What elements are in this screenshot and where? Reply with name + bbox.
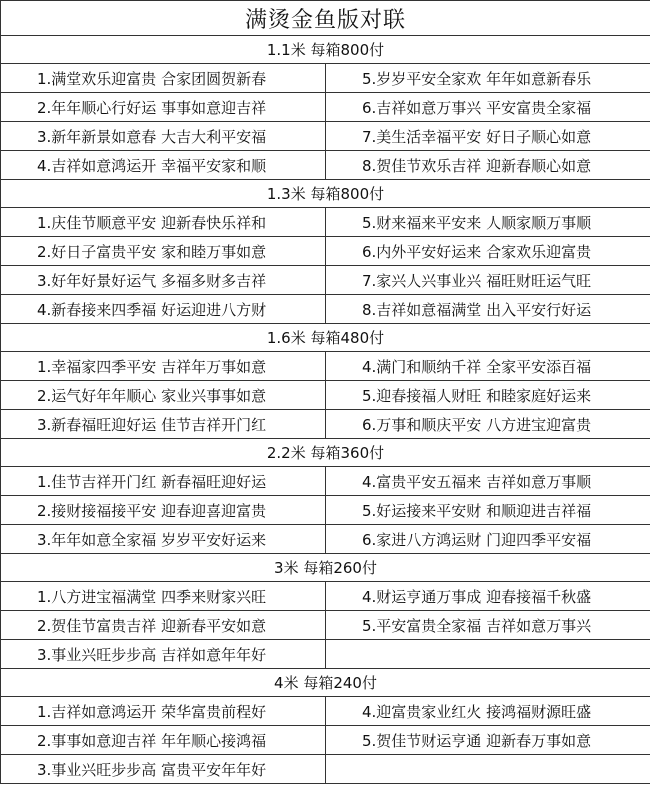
- table-row: [1, 381, 650, 410]
- table-row: [1, 410, 650, 439]
- couplet-cell-left: 3.新年新景如意春 大吉大利平安福: [1, 122, 326, 151]
- section-header-row: [1, 669, 650, 697]
- couplet-cell-right: 5.贺佳节财运亨通 迎新春万事如意: [326, 726, 650, 755]
- table-row: [1, 640, 650, 669]
- couplet-cell-right: 6.内外平安好运来 合家欢乐迎富贵: [326, 237, 650, 266]
- section-header: 3米 每箱260付: [1, 554, 650, 582]
- table-row: [1, 237, 650, 266]
- table-row: [1, 64, 650, 93]
- table-row: [1, 208, 650, 237]
- table-row: [1, 122, 650, 151]
- couplet-cell-left: 3.事业兴旺步步高 吉祥如意年年好: [1, 640, 326, 669]
- table-row: [1, 525, 650, 554]
- table-row: [1, 697, 650, 726]
- couplet-cell-right: 6.家进八方鸿运财 门迎四季平安福: [326, 525, 650, 554]
- couplet-cell-left: 2.好日子富贵平安 家和睦万事如意: [1, 237, 326, 266]
- section-header: 1.1米 每箱800付: [1, 36, 650, 64]
- table-row: [1, 151, 650, 180]
- couplet-cell-right: [326, 640, 650, 669]
- table-body: [1, 1, 650, 784]
- section-header-row: [1, 554, 650, 582]
- section-header-row: [1, 324, 650, 352]
- couplet-cell-left: 1.幸福家四季平安 吉祥年万事如意: [1, 352, 326, 381]
- couplet-cell-left: 3.事业兴旺步步高 富贵平安年年好: [1, 755, 326, 784]
- couplet-cell-left: 1.庆佳节顺意平安 迎新春快乐祥和: [1, 208, 326, 237]
- couplet-cell-left: 1.满堂欢乐迎富贵 合家团圆贺新春: [1, 64, 326, 93]
- couplet-cell-right: 5.平安富贵全家福 吉祥如意万事兴: [326, 611, 650, 640]
- title-row: [1, 1, 650, 36]
- couplet-cell-left: 2.事事如意迎吉祥 年年顺心接鸿福: [1, 726, 326, 755]
- couplet-cell-right: 5.好运接来平安财 和顺迎进吉祥福: [326, 496, 650, 525]
- section-header: 1.3米 每箱800付: [1, 180, 650, 208]
- couplet-cell-left: 2.年年顺心行好运 事事如意迎吉祥: [1, 93, 326, 122]
- couplet-cell-right: 5.财来福来平安来 人顺家顺万事顺: [326, 208, 650, 237]
- couplet-cell-right: 6.吉祥如意万事兴 平安富贵全家福: [326, 93, 650, 122]
- page-title: 满烫金鱼版对联: [1, 1, 650, 36]
- section-header-row: [1, 180, 650, 208]
- couplet-cell-right: 7.美生活幸福平安 好日子顺心如意: [326, 122, 650, 151]
- couplet-cell-left: 1.佳节吉祥开门红 新春福旺迎好运: [1, 467, 326, 496]
- table-row: [1, 295, 650, 324]
- couplet-cell-right: 5.迎春接福人财旺 和睦家庭好运来: [326, 381, 650, 410]
- couplet-cell-right: 6.万事和顺庆平安 八方进宝迎富贵: [326, 410, 650, 439]
- section-header: 2.2米 每箱360付: [1, 439, 650, 467]
- section-header-row: [1, 439, 650, 467]
- couplet-cell-left: 3.好年好景好运气 多福多财多吉祥: [1, 266, 326, 295]
- couplet-cell-left: 4.吉祥如意鸿运开 幸福平安家和顺: [1, 151, 326, 180]
- couplet-cell-left: 2.接财接福接平安 迎春迎喜迎富贵: [1, 496, 326, 525]
- couplet-cell-left: 1.八方进宝福满堂 四季来财家兴旺: [1, 582, 326, 611]
- couplet-cell-left: 3.新春福旺迎好运 佳节吉祥开门红: [1, 410, 326, 439]
- couplet-cell-right: 4.满门和顺纳千祥 全家平安添百福: [326, 352, 650, 381]
- table-row: [1, 93, 650, 122]
- couplet-cell-right: 4.迎富贵家业红火 接鸿福财源旺盛: [326, 697, 650, 726]
- couplet-cell-left: 3.年年如意全家福 岁岁平安好运来: [1, 525, 326, 554]
- couplet-cell-right: 8.吉祥如意福满堂 出入平安行好运: [326, 295, 650, 324]
- couplet-cell-left: 2.贺佳节富贵吉祥 迎新春平安如意: [1, 611, 326, 640]
- couplet-cell-left: 2.运气好年年顺心 家业兴事事如意: [1, 381, 326, 410]
- table-row: [1, 467, 650, 496]
- table-row: [1, 726, 650, 755]
- couplet-cell-right: 5.岁岁平安全家欢 年年如意新春乐: [326, 64, 650, 93]
- table-row: [1, 352, 650, 381]
- couplet-cell-right: [326, 755, 650, 784]
- table-row: [1, 266, 650, 295]
- couplet-cell-left: 1.吉祥如意鸿运开 荣华富贵前程好: [1, 697, 326, 726]
- couplet-cell-right: 7.家兴人兴事业兴 福旺财旺运气旺: [326, 266, 650, 295]
- table-row: [1, 755, 650, 784]
- table-row: [1, 582, 650, 611]
- couplet-cell-right: 4.财运亨通万事成 迎春接福千秋盛: [326, 582, 650, 611]
- table-row: [1, 611, 650, 640]
- section-header: 4米 每箱240付: [1, 669, 650, 697]
- table-row: [1, 496, 650, 525]
- couplet-cell-right: 4.富贵平安五福来 吉祥如意万事顺: [326, 467, 650, 496]
- couplet-cell-right: 8.贺佳节欢乐吉祥 迎新春顺心如意: [326, 151, 650, 180]
- section-header-row: [1, 36, 650, 64]
- section-header: 1.6米 每箱480付: [1, 324, 650, 352]
- couplet-cell-left: 4.新春接来四季福 好运迎进八方财: [1, 295, 326, 324]
